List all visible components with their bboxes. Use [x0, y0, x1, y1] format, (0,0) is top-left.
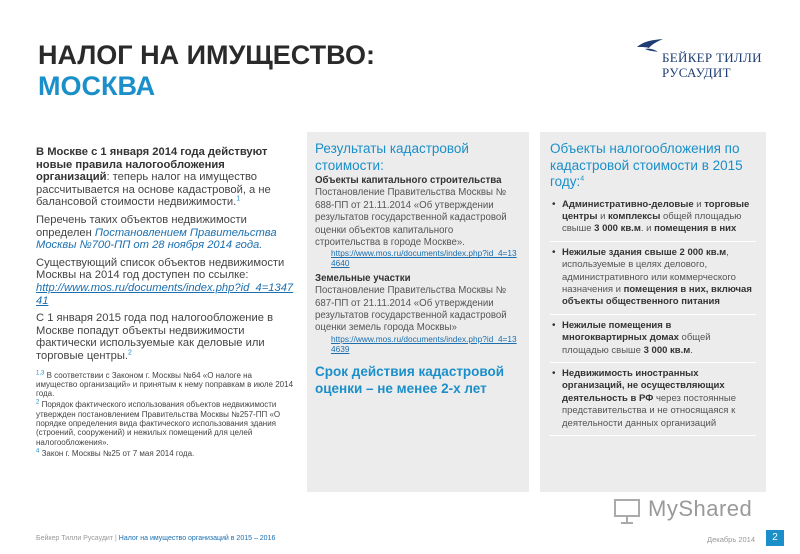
- objects-list: [550, 199, 756, 437]
- item-bold-text: 3 000 кв.м: [643, 344, 691, 356]
- item-bold-text: 3 000 кв.м: [594, 223, 641, 235]
- item-text: , используемые в целях делового, административного или коммерческого назначения и: [562, 246, 736, 295]
- validity-note: Срок действия кадастровой оценки – не менее 2-х лет: [315, 364, 505, 397]
- p2-text: Перечень таких объектов недвижимости определен: [36, 213, 247, 239]
- left-column: [36, 146, 294, 460]
- s2-title: Земельные участки: [315, 272, 411, 284]
- logo-line-2: РУСАУДИТ: [662, 65, 731, 80]
- footer-separator: |: [113, 535, 119, 542]
- mid-section-2: [315, 273, 521, 335]
- item-bold-text: торговые центры: [562, 198, 750, 222]
- item-bold-text: Нежилые здания свыше 2 000 кв.м: [562, 246, 727, 258]
- s1-text: Постановление Правительства Москвы № 688-ПП от 21.11.2014 «Об утверждении результатов государственной кадастровой оценки объектов капитального строительства в городе Москве».: [315, 187, 507, 249]
- p4-sup: 2: [128, 349, 132, 357]
- cadastral-results-panel: [307, 132, 529, 492]
- company-logo: [636, 38, 776, 82]
- footnotes: [36, 371, 294, 459]
- resolution-link[interactable]: Постановлением Правительства Москвы №700-ПП от 28 ноября 2014 года.: [36, 226, 277, 252]
- presentation-icon: [612, 496, 642, 526]
- item-bold-text: помещения в них: [654, 223, 737, 235]
- right-heading-sup: 4: [580, 175, 585, 183]
- item-bold-text: комплексы: [608, 210, 661, 222]
- item-text: общей площадью свыше: [562, 210, 742, 235]
- paragraph-3: [36, 257, 294, 307]
- s1-url-link[interactable]: https://www.mos.ru/documents/index.php?id_4=134640: [331, 248, 517, 269]
- item-text: .: [690, 344, 693, 356]
- object-item: [550, 199, 756, 242]
- title-line-2: МОСКВА: [38, 71, 156, 101]
- item-text: общей площадью свыше: [562, 332, 711, 356]
- mid-section-1: [315, 175, 521, 249]
- p1-rest: : теперь налог на имущество рассчитывается на основе кадастровой, а не балансовой стоимости недвижимости.: [36, 171, 271, 209]
- p3-text: Существующий список объектов недвижимости Москвы на 2014 год доступен по ссылке:: [36, 256, 285, 282]
- footnote-2: [36, 400, 294, 446]
- p1-bold: В Москве с 1 января 2014 года действуют новые правила налогообложения организаций: [36, 146, 268, 184]
- fn2-text: Порядок фактического использования объектов недвижимости утвержден постановлением Правительства Москвы №257-ПП «О порядке определения вида фактического использования здания (строений, сооружений) и нежилых помещений для целей налогообложения».: [36, 400, 281, 447]
- footer-date: Декабрь 2014: [707, 535, 756, 544]
- mos-ru-link[interactable]: http://www.mos.ru/documents/index.php?id_4=134741: [36, 281, 294, 307]
- object-item: [550, 247, 756, 315]
- item-text: . и: [640, 223, 655, 235]
- fn4-text: Закон г. Москвы №25 от 7 мая 2014 года.: [41, 448, 195, 458]
- logo-line-1: БЕЙКЕР ТИЛЛИ: [662, 50, 762, 65]
- fn2-sup: 2: [36, 399, 40, 406]
- fn1-text: В соответствии с Законом г. Москвы №64 «О налоге на имущество организаций» и принятым к нему поправкам в июле 2014 года.: [36, 370, 294, 399]
- paragraph-2: [36, 214, 294, 252]
- page-number: 2: [766, 530, 784, 546]
- footnote-4: [36, 449, 294, 458]
- right-heading-text: Объекты налогообложения по кадастровой стоимости в 2015 году:: [550, 141, 743, 189]
- paragraph-1: [36, 146, 294, 209]
- right-heading: [550, 141, 756, 191]
- paragraph-4: [36, 312, 294, 362]
- item-bold-text: Нежилые помещения в многоквартирных домах: [562, 319, 679, 344]
- s2-url-link[interactable]: https://www.mos.ru/documents/index.php?id_4=134639: [331, 333, 517, 354]
- object-item: [550, 320, 756, 363]
- title-line-1: НАЛОГ НА ИМУЩЕСТВО:: [38, 40, 375, 70]
- p4-text: С 1 января 2015 года под налогообложение в Москве попадут объекты недвижимости фактически используемые как деловые или торговые центры.: [36, 312, 274, 362]
- mid-heading: Результаты кадастровой стоимости:: [315, 141, 469, 173]
- object-item: [550, 368, 756, 436]
- item-text: через постоянные представительства и не относящаяся к деятельности данных организаций: [562, 392, 736, 429]
- footer-company: Бейкер Тилли Русаудит: [36, 535, 114, 542]
- slide-title: [38, 40, 375, 102]
- item-text: и: [693, 198, 705, 210]
- fn1-sup: 1,3: [36, 369, 45, 376]
- footer-topic: Налог на имущество организаций в 2015 – 2016: [118, 535, 276, 542]
- p1-sup: 1: [236, 195, 241, 203]
- item-bold-text: помещения в них, включая объекты общественного питания: [562, 283, 752, 308]
- item-text: и: [597, 210, 609, 222]
- item-bold-text: Административно-деловые: [562, 198, 694, 210]
- item-bold-text: Недвижимость иностранных организаций, не осуществляющих деятельность в РФ: [562, 367, 725, 404]
- footnote-1: [36, 371, 294, 399]
- fn4-sup: 4: [36, 448, 40, 455]
- s1-title: Объекты капитального строительства: [315, 175, 502, 186]
- taxation-objects-panel: [540, 132, 766, 492]
- watermark-text: MyShared: [648, 496, 753, 521]
- bird-logo-icon: [636, 38, 664, 60]
- s2-text: Постановление Правительства Москвы № 687-ПП от 21.11.2014 «Об утверждении результатов государственной кадастровой оценки земель города Москвы»: [315, 285, 507, 334]
- watermark: [612, 496, 762, 526]
- footer: [36, 535, 275, 542]
